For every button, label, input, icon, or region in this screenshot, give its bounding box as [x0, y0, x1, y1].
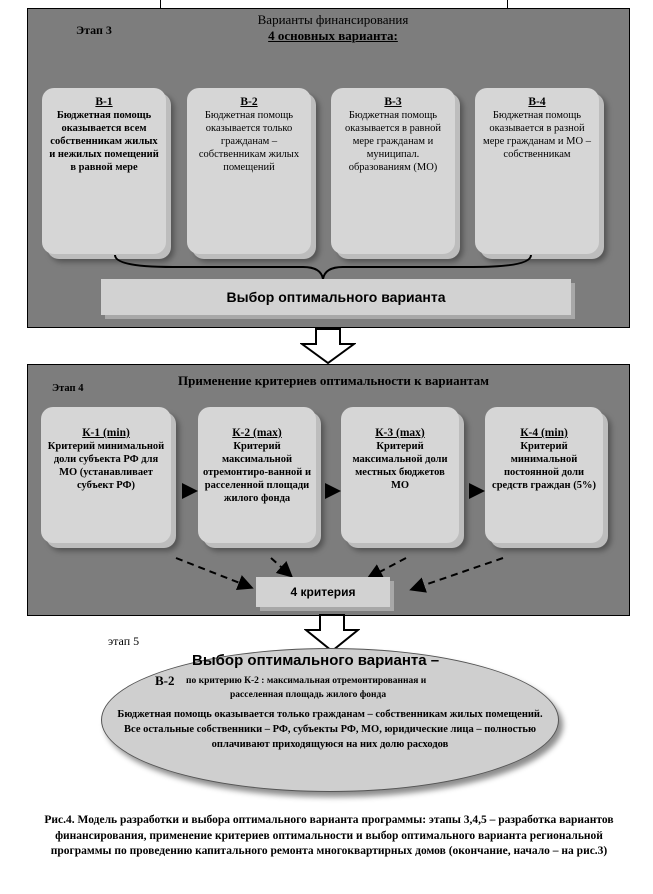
variant-code: В-3 — [384, 96, 402, 108]
criterion-text: Критерий максимальной доли местных бюджетов МО — [352, 441, 448, 491]
stage5-criterion: по критерию К-2 : максимальная отремонтированная и — [186, 676, 427, 686]
variant-text: Бюджетная помощь оказывается в разной мере гражданам и МО – собственникам — [483, 110, 591, 160]
variant-card-1 — [42, 88, 166, 254]
criterion-code: К-2 (max) — [232, 427, 282, 439]
criterion-text: Критерий минимальной доли субъекта РФ для МО (устанавливает субъект РФ) — [47, 441, 165, 491]
stage3-title: Варианты финансирования — [257, 12, 409, 27]
criterion-code: К-3 (max) — [375, 427, 425, 439]
down-arrow-icon — [300, 328, 356, 364]
variant-text: Бюджетная помощь оказывается всем собственникам жилых и нежилых помещений в равной мере — [49, 110, 159, 173]
variant-text: Бюджетная помощь оказывается в равной мере гражданам и муниципал. образованиям (МО) — [345, 110, 441, 173]
stage4-title: Применение критериев оптимальности к вариантам — [178, 373, 490, 388]
stage5-label: этап 5 — [108, 634, 140, 648]
variant-text: Бюджетная помощь оказывается только гражданам – собственникам жилых помещений — [198, 110, 300, 173]
brace-shape — [113, 253, 533, 281]
figure-caption: Рис.4. Модель разработки и выбора оптимального варианта программы: этапы 3,4,5 – разработка вариантов финансирования, применение критериев оптимальности и выбор оптимального варианта региональной программы по проведению капитального ремонта многоквартирных домов (окончание, начало – на рис.3) — [44, 814, 614, 857]
criterion-code: К-4 (min) — [520, 427, 568, 439]
stage4-panel — [27, 364, 630, 616]
stage4-summary-bar: 4 критерия — [256, 577, 390, 607]
stage5-title: Выбор оптимального варианта – — [192, 652, 440, 669]
stage3-label: Этап 3 — [76, 23, 112, 37]
down-arrow-icon — [304, 614, 360, 652]
stage5-variant: В-2 — [155, 673, 175, 688]
variant-card-2 — [187, 88, 311, 254]
stage5-body: Бюджетная помощь оказывается только гражданам – собственникам жилых помещений. Все остальные собственники – РФ, субъекты РФ, МО, юридические лица – полностью оплачивают приходящуюся на них долю расходов — [117, 709, 543, 750]
criterion-text: Критерий минимальной постоянной доли средств граждан (5%) — [492, 441, 596, 491]
variant-code: В-2 — [240, 96, 258, 108]
stage3-subtitle: 4 основных варианта: — [268, 28, 398, 43]
variant-card-4 — [475, 88, 599, 254]
variant-code: В-4 — [528, 96, 546, 108]
criterion-text: Критерий максимальной отремонтиро-ванной и расселенной площади жилого фонда — [203, 441, 311, 504]
stage4-label: Этап 4 — [52, 383, 84, 394]
stage5-criterion-line2: расселенная площадь жилого фонда — [230, 690, 387, 700]
stage3-choice-bar: Выбор оптимального варианта — [101, 279, 571, 315]
criterion-code: К-1 (min) — [82, 427, 130, 439]
stage3-panel — [27, 8, 630, 328]
variant-card-3 — [331, 88, 455, 254]
variant-code: В-1 — [95, 96, 113, 108]
